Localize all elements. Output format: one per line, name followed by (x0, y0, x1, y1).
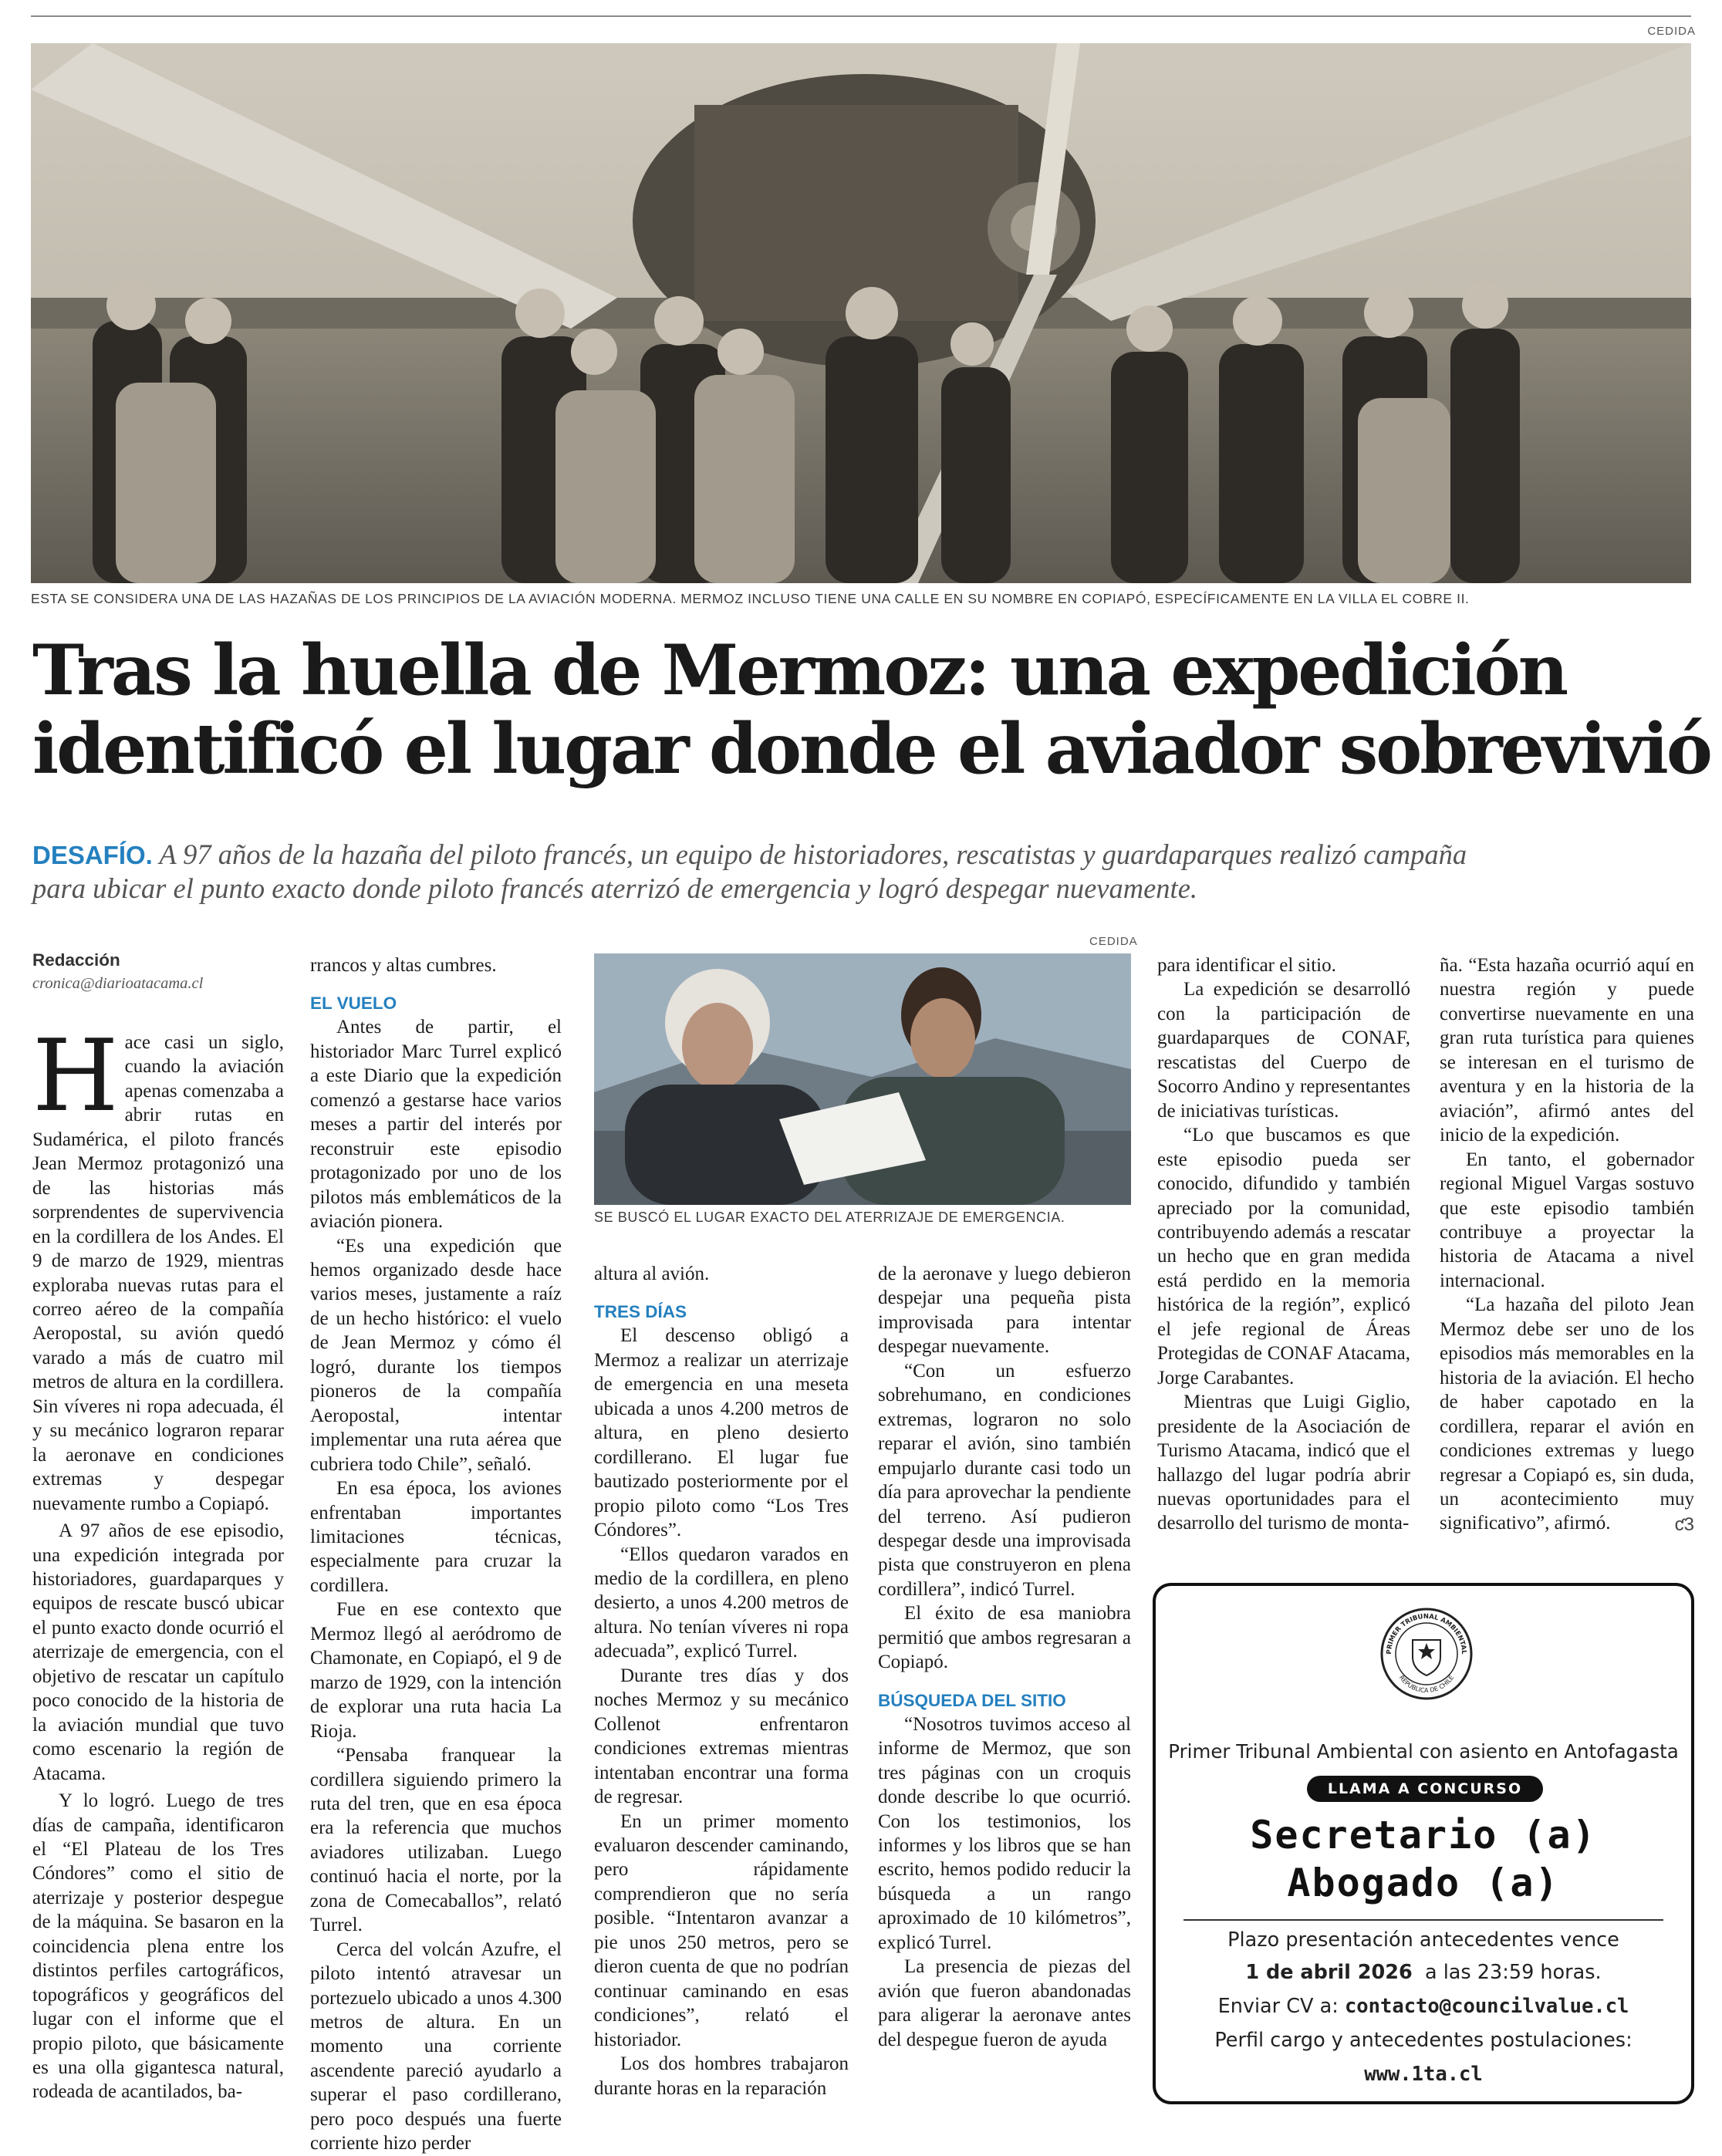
svg-text:PRIMER TRIBUNAL AMBIENTAL: PRIMER TRIBUNAL AMBIENTAL (1385, 1612, 1468, 1655)
ad-profile-label: Perfil cargo y antecedentes postulaciones: (1214, 2029, 1633, 2052)
subhead-tres-dias: TRES DÍAS (594, 1302, 687, 1322)
col1-paragraph-1: ace casi un siglo, cuando la aviación apenas comenzaba a abrir rutas en Sudamérica, el piloto francés Jean Mermoz protagonizó una de las historias más sorprendentes de supervivencia en la cordillera de los Andes. El 9 de marzo de 1929, mientras exploraba nuevas rutas para el correo aéreo de la compañía Aeropostal, su avión quedó varado a más de cuatro mil metros de altura en la cordillera. Sin víveres ni ropa adecuada, él y su mecánico lograron reparar la aeronave en condiciones extremas y despegar nuevamente rumbo a Copiapó. (32, 1032, 284, 1514)
deck-line-2: para ubicar el punto exacto donde piloto francés aterrizó de emergencia y logró despegar nuevamente. (32, 872, 1198, 904)
ad-call-badge: LLAMA A CONCURSO (1307, 1776, 1543, 1802)
article-column-4 (878, 1262, 1131, 2052)
col6-continuation: ña. “Esta hazaña ocurrió aquí en nuestra región y puede convertirse nuevamente en una gran ruta turística para quienes se interesan en el turismo de aventura y en la historia de la aviación”, afirmó antes del inicio de la expedición. (1440, 955, 1694, 1146)
col3-paragraph-3: Durante tres días y dos noches Mermoz y su mecánico Collenot enfrentaron condiciones extremas mientras intentaban encontrar una forma de regresar. (594, 1665, 849, 1808)
top-photo (31, 43, 1691, 583)
two-men-reading-illustration (594, 953, 1131, 1205)
col2-paragraph-5: “Pensaba franquear la cordillera siguiendo primero la ruta del tren, que en esa época era la referencia que muchos aviadores utilizaban. Luego continuó hacia el norte, por la zona de Comecaballos”, relató Turrel. (310, 1745, 562, 1936)
col2-paragraph-3: En esa época, los aviones enfrentaban importantes limitaciones técnicas, especialmente para cruzar la cordillera. (310, 1478, 562, 1596)
col5-paragraph-1: La expedición se desarrolló con la participación de guardaparques de CONAF, rescatistas del Cuerpo de Socorro Andino y representantes de iniciativas turísticas. (1157, 979, 1410, 1122)
col3-paragraph-5: Los dos hombres trabajaron durante horas en la reparación (594, 2053, 849, 2099)
col2-paragraph-4: Fue en ese contexto que Mermoz llegó al aeródromo de Chamonate, en Copiapó, el 9 de marzo de 1929, con la intención de explorar una ruta hacia La Rioja. (310, 1599, 562, 1742)
svg-text:REPÚBLICA DE CHILE: REPÚBLICA DE CHILE (1397, 1674, 1456, 1695)
drop-cap: H (32, 1019, 119, 1134)
article-column-2 (310, 953, 562, 2156)
col6-paragraph-1: En tanto, el gobernador regional Miguel Vargas sostuvo que este episodio también contribuye a proyectar la historia de Atacama a nivel internacional. (1440, 1149, 1694, 1291)
ad-send-label: Enviar CV a: (1217, 1995, 1339, 2018)
subhead-el-vuelo: EL VUELO (310, 994, 397, 1014)
col3-continuation: altura al avión. (594, 1264, 710, 1284)
vintage-airplane-illustration (31, 43, 1691, 583)
col3-paragraph-1: El descenso obligó a Mermoz a realizar un aterrizaje de emergencia en una meseta ubicada a unos 4.200 metros de altura, en pleno desierto cordillerano. El lugar fue bautizado posteriormente por el propio piloto como “Los Tres Cóndores”. (594, 1325, 849, 1541)
deck-kicker: DESAFÍO. (32, 841, 153, 869)
col2-paragraph-1: Antes de partir, el historiador Marc Turrel explicó a este Diario que la expedición comenzó a gestarse hace varios meses a partir del interés por reconstruir este episodio protagonizado por uno de los pilotos más emblemáticos de la aviación pionera. (310, 1017, 562, 1233)
end-mark: ƈ3 (1674, 1513, 1694, 1535)
byline (32, 950, 287, 993)
ad-position-title-2: Abogado (a) (1287, 1861, 1560, 1905)
deck (32, 838, 1699, 905)
col2-paragraph-6: Cerca del volcán Azufre, el piloto intentó atravesar un portezuelo ubicado a unos 4.300 metros de altura. En un momento una corriente ascendente pareció ayudarlo a superar el paso cordillerano, pero poco después una fuerte corriente hizo perder (310, 1938, 562, 2154)
middle-photo-caption: SE BUSCÓ EL LUGAR EXACTO DEL ATERRIZAJE DE EMERGENCIA. (594, 1210, 1065, 1225)
headline-line-2: identificó el lugar donde el aviador sobrevivió (32, 708, 1710, 790)
col4-paragraph-4: La presencia de piezas del avión que fueron abandonadas para aligerar la aeronave antes del despegue fueron de ayuda (878, 1956, 1131, 2050)
byline-author: Redacción (32, 950, 120, 970)
ad-email-link[interactable]: contacto@councilvalue.cl (1344, 1995, 1629, 2018)
col3-paragraph-2: “Ellos quedaron varados en medio de la cordillera, en pleno desierto, a unos 4.200 metros de altura. No tenían víveres ni ropa adecuada”, explicó Turrel. (594, 1544, 849, 1662)
ad-divider (1183, 1919, 1663, 1921)
ad-deadline (1156, 1961, 1691, 1984)
col1-paragraph-2: A 97 años de ese episodio, una expedición integrada por historiadores, guardaparques y equipos de rescate buscó ubicar el punto exacto donde ocurrió el aterrizaje de emergencia, con el objetivo de rescatar un capítulo poco conocido de la historia de la aviación mundial que tuvo como escenario la región de Atacama. (32, 1520, 284, 1784)
col2-paragraph-2: “Es una expedición que hemos organizado desde hace varios meses, justamente a raíz de un hecho histórico: el vuelo de Jean Mermoz y cómo él logró, durante los tiempos pioneros de la compañía Aeropostal, intentar implementar una ruta aérea que cubriera todo Chile”, señaló. (310, 1235, 562, 1475)
col4-paragraph-2: El éxito de esa maniobra permitió que ambos regresaran a Copiapó. (878, 1603, 1131, 1673)
tribunal-seal-icon (1379, 1606, 1474, 1702)
article-column-6 (1440, 953, 1694, 1537)
ad-deadline-date: 1 de abril 2026 (1245, 1961, 1413, 1984)
ad-website-link[interactable]: www.1ta.cl (1364, 2063, 1483, 2086)
middle-photo (594, 953, 1131, 1205)
col4-continuation: de la aeronave y luego debieron despejar una pequeña pista improvisada para intentar despegar nuevamente. (878, 1264, 1131, 1358)
top-rule (31, 15, 1691, 17)
article-column-5 (1157, 953, 1410, 1536)
job-advertisement (1153, 1583, 1694, 2104)
subhead-busqueda-del-sitio: BÚSQUEDA DEL SITIO (878, 1690, 1066, 1710)
col4-paragraph-3: “Nosotros tuvimos acceso al informe de Mermoz, que son tres páginas con un croquis donde describe lo que ocurrió. Con los testimonios, los informes y los libros que se han escrito, hemos podido reducir la búsqueda a un rango aproximado de 10 kilómetros”, explicó Turrel. (878, 1713, 1131, 1953)
ad-organization: Primer Tribunal Ambiental con asiento en Antofagasta (1168, 1740, 1679, 1763)
headline-line-1: Tras la huella de Mermoz: una expedición (32, 629, 1567, 711)
ad-deadline-time: a las 23:59 horas. (1424, 1961, 1602, 1984)
article-column-1 (32, 1019, 284, 2104)
headline (32, 629, 1710, 790)
deck-line-1: A 97 años de la hazaña del piloto francés, un equipo de historiadores, rescatistas y guardaparques realizó campaña (152, 838, 1467, 870)
article-column-3 (594, 1262, 849, 2100)
photo-credit-top: CEDIDA (1647, 25, 1696, 38)
col1-paragraph-3: Y lo logró. Luego de tres días de campaña, identificaron el “El Plateau de los Tres Cóndores” como el sitio de aterrizaje y posterior despegue de la máquina. Se basaron en la coincidencia plena entre los distintos perfiles cartográficos, topográficos y geográficos del lugar con el informe que el propio piloto, que básicamente es una olla gigantesca natural, rodeada de acantilados, ba- (32, 1790, 284, 2103)
ad-position-title-1: Secretario (a) (1250, 1813, 1597, 1857)
col4-paragraph-1: “Con un esfuerzo sobrehumano, en condiciones extremas, lograron no solo reparar el avión, sino también empujarlo durante casi todo un día para aprovechar la pendiente del terreno. Así pudieron despegar desde una improvisada pista que construyeron en plena cordillera”, indicó Turrel. (878, 1360, 1131, 1600)
ad-deadline-label: Plazo presentación antecedentes vence (1227, 1928, 1619, 1952)
ad-send-cv (1156, 1995, 1691, 2018)
top-photo-caption: ESTA SE CONSIDERA UNA DE LAS HAZAÑAS DE LOS PRINCIPIOS DE LA AVIACIÓN MODERNA. MERMOZ INCLUSO TIENE UNA CALLE EN SU NOMBRE EN COPIAPÓ, ESPECÍFICAMENTE EN LA VILLA EL COBRE II. (31, 591, 1470, 606)
col5-continuation: para identificar el sitio. (1157, 955, 1336, 976)
col3-paragraph-4: En un primer momento evaluaron descender caminando, pero rápidamente comprendieron que no sería posible. “Intentaron avanzar a pie unos 250 metros, pero se dieron cuenta de que no podrían continuar caminando en esas condiciones”, relató el historiador. (594, 1810, 849, 2050)
col6-paragraph-2: “La hazaña del piloto Jean Mermoz debe ser uno de los episodios más memorables en la historia de la aviación. El hecho de haber capotado en la cordillera, reparar el avión en condiciones extremas y luego regresar a Copiapó es, sin duda, un acontecimiento muy significativo”, afirmó. (1440, 1294, 1694, 1534)
col2-continuation: rrancos y altas cumbres. (310, 955, 497, 976)
col5-paragraph-3: Mientras que Luigi Giglio, presidente de la Asociación de Turismo Atacama, indicó que el hallazgo del lugar podría abrir nuevas oportunidades para el desarrollo del turismo de monta- (1157, 1392, 1410, 1534)
col5-paragraph-2: “Lo que buscamos es que este episodio pueda ser conocido, difundido y también apreciado por la comunidad, contribuyendo además a rescatar un hecho que en gran medida está perdido en la memoria histórica de la región”, explicó el jefe regional de Áreas Protegidas de CONAF Atacama, Jorge Carabantes. (1157, 1125, 1410, 1388)
photo-credit-mid: CEDIDA (1089, 935, 1138, 948)
byline-email[interactable]: cronica@diarioatacama.cl (32, 975, 204, 992)
